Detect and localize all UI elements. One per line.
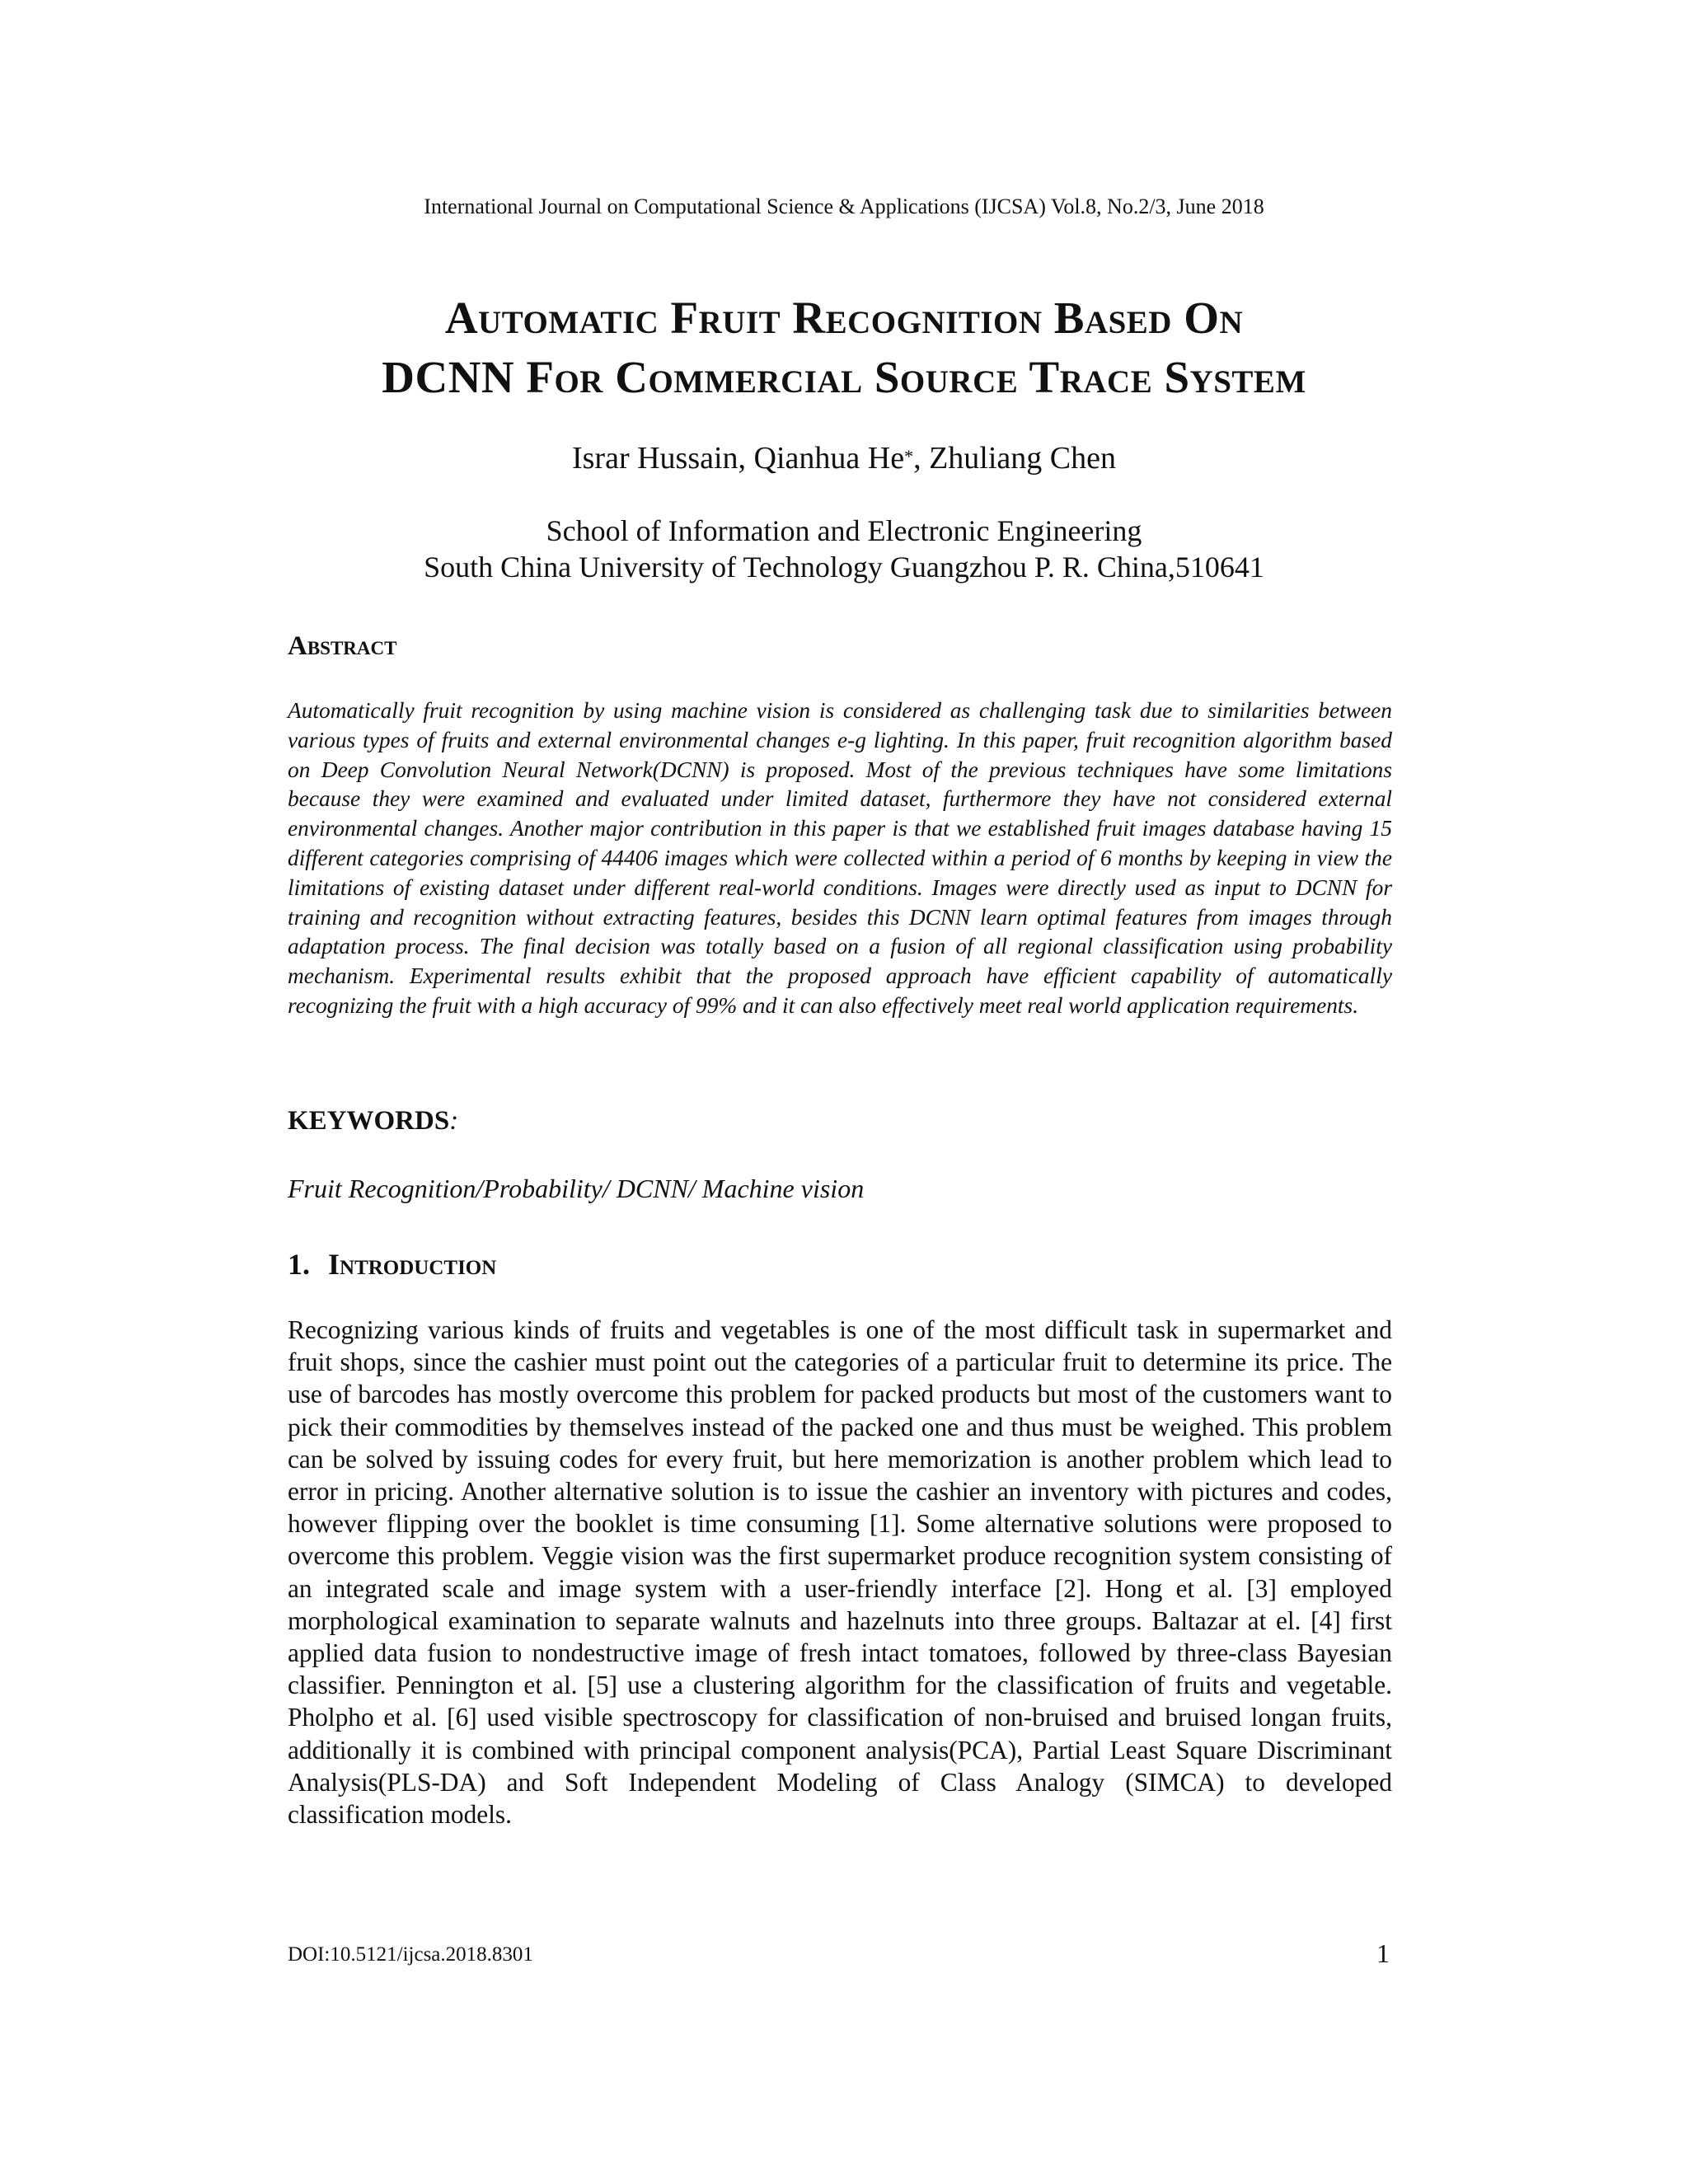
affiliation-university: South China University of Technology Guangzhou P. R. China,510641 (424, 551, 1264, 583)
paper-title-line-2: DCNN For Commercial Source Trace System (382, 352, 1306, 402)
keywords-heading (288, 1104, 458, 1137)
corresponding-author-marker: * (904, 446, 914, 466)
introduction-body: Recognizing various kinds of fruits and vegetables is one of the most difficult task in supermarket and fruit shops, since the cashier must point out the categories of a particular fruit to determine its price. The use of barcodes has mostly overcome this problem for packed products but most of the customers want to pick their commodities by themselves instead of the packed one and thus must be weighed. This problem can be solved by issuing codes for every fruit, but here memorization is another problem which lead to error in pricing. Another alternative solution is to issue the cashier an inventory with pictures and codes, however flipping over the booklet is time consuming [1]. Some alternative solutions were proposed to overcome this problem. Veggie vision was the first supermarket produce recognition system consisting of an integrated scale and image system with a user-friendly interface [2]. Hong et al. [3] employed morphological examination to separate walnuts and hazelnuts into three groups. Baltazar at el. [4] first applied data fusion to nondestructive image of fresh intact tomatoes, followed by three-class Bayesian classifier. Pennington et al. [5] use a clustering algorithm for the classification of fruits and vegetable. Pholpho et al. [6] used visible spectroscopy for classification of non-bruised and bruised longan fruits, additionally it is combined with principal component analysis(PCA), Partial Least Square Discriminant Analysis(PLS-DA) and Soft Independent Modeling of Class Analogy (SIMCA) to developed classification models. (288, 1315, 1392, 1830)
author-names-after: , Zhuliang Chen (913, 441, 1116, 476)
paper-title-line-1: Automatic Fruit Recognition Based On (444, 293, 1244, 343)
abstract-heading: Abstract (288, 631, 397, 661)
doi-footer: DOI:10.5121/ijcsa.2018.8301 (288, 1943, 533, 1966)
introduction-heading (288, 1248, 496, 1281)
section-title: Introduction (328, 1248, 497, 1281)
running-header: International Journal on Computational Science & Applications (IJCSA) Vol.8, No.2/3, June 2018 (424, 194, 1264, 218)
paper-title (0, 288, 1688, 407)
affiliation (0, 513, 1688, 585)
author-list (0, 438, 1688, 478)
keywords-colon: : (449, 1106, 459, 1136)
keywords-list: Fruit Recognition/Probability/ DCNN/ Machine vision (288, 1174, 865, 1203)
author-names-before: Israr Hussain, Qianhua He (571, 441, 905, 476)
abstract-body: Automatically fruit recognition by using machine vision is considered as challenging task due to similarities between various types of fruits and external environmental changes e-g lighting. In this paper, fruit recognition algorithm based on Deep Convolution Neural Network(DCNN) is proposed. Most of the previous techniques have some limitations because they were examined and evaluated under limited dataset, furthermore they have not considered external environmental changes. Another major contribution in this paper is that we established fruit images database having 15 different categories comprising of 44406 images which were collected within a period of 6 months by keeping in view the limitations of existing dataset under different real-world conditions. Images were directly used as input to DCNN for training and recognition without extracting features, besides this DCNN learn optimal features from images through adaptation process. The final decision was totally based on a fusion of all regional classification using probability mechanism. Experimental results exhibit that the proposed approach have efficient capability of automatically recognizing the fruit with a high accuracy of 99% and it can also effectively meet real world application requirements. (288, 698, 1392, 1018)
keywords-label: KEYWORDS (288, 1106, 450, 1136)
affiliation-school: School of Information and Electronic Engineering (546, 514, 1142, 547)
page-number: 1 (1376, 1938, 1390, 1968)
section-number: 1. (288, 1248, 310, 1281)
